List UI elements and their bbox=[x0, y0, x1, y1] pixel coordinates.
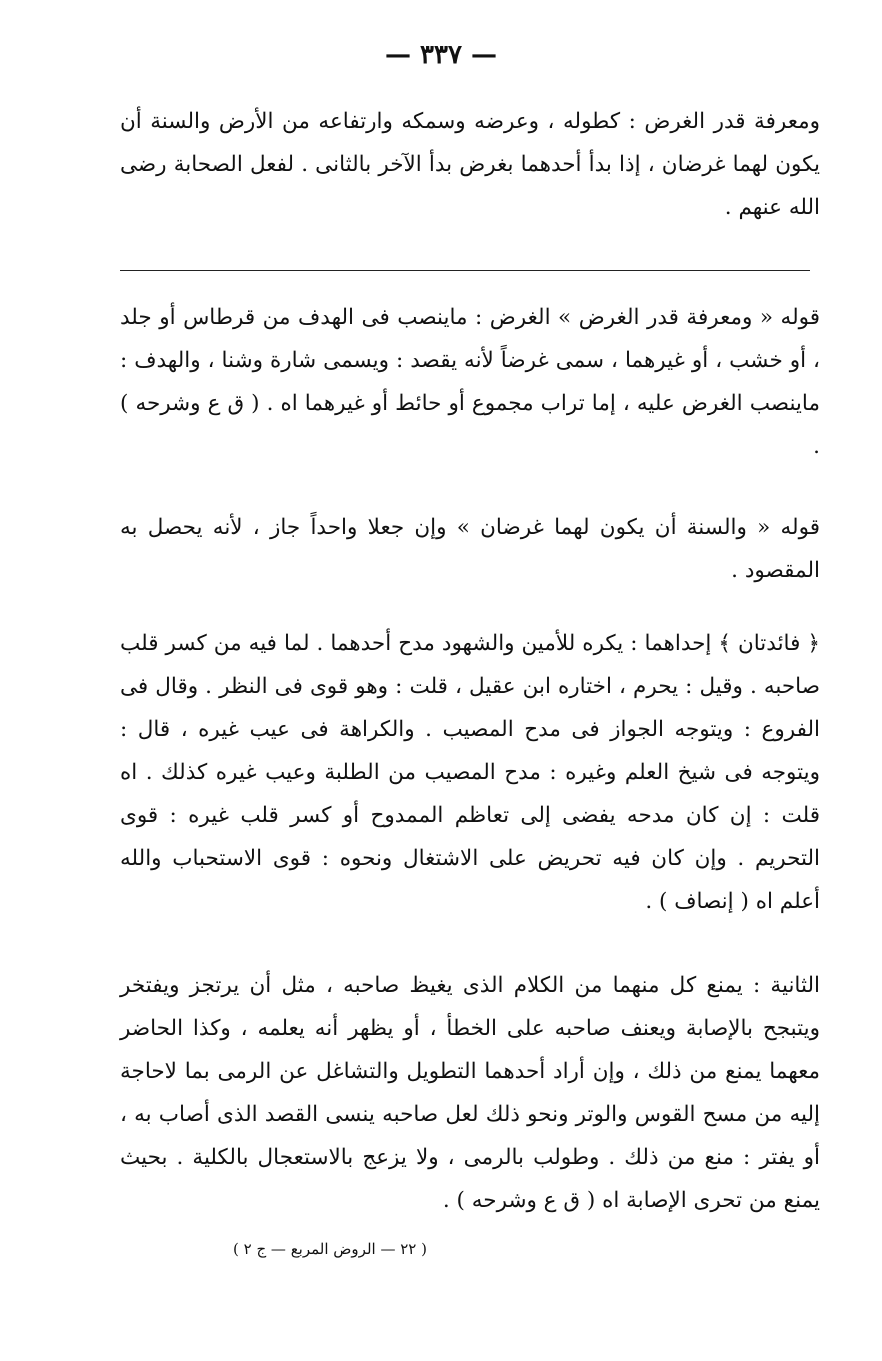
main-text-paragraph: ومعرفة قدر الغرض : كطوله ، وعرضه وسمكه وارتفاعه من الأرض والسنة أن يكون لهما غرضان ، إذا بدأ أحدهما بغرض بدأ الآخر بالثانى . لفعل الصحابة رضى الله عنهم . bbox=[120, 109, 820, 220]
footer-signature: ( ٢٢ — الروض المربع — ج ٢ ) bbox=[233, 1240, 427, 1258]
commentary-paragraph: قوله « والسنة أن يكون لهما غرضان » وإن جعلا واحداً جاز ، لأنه يحصل به المقصود . bbox=[120, 515, 820, 583]
commentary-paragraph: ﴿ فائدتان ﴾ إحداهما : يكره للأمين والشهود مدح أحدهما . لما فيه من كسر قلب صاحبه . وقيل : يحرم ، اختاره ابن عقيل ، قلت : وهو قوى فى النظر . وقال فى الفروع : ويتوجه الجواز فى مدح المصيب . والكراهة فى عيب غيره ، قال : ويتوجه فى شيخ العلم وغيره : مدح المصيب من الطلبة وعيب غيره كذلك . اه قلت : إن كان مدحه يفضى إلى تعاظم الممدوح أو كسر قلب غيره : قوى التحريم . وإن كان فيه تحريض على الاشتغال ونحوه : قوى الاستحباب والله أعلم اه ( إنصاف ) . bbox=[120, 631, 820, 914]
commentary-paragraph: قوله « ومعرفة قدر الغرض » الغرض : ماينصب فى الهدف من قرطاس أو جلد ، أو خشب ، أو غيرهما ، سمى غرضاً لأنه يقصد : ويسمى شارة وشنا ، والهدف : ماينصب الغرض عليه ، إما تراب مجموع أو حائط أو غيرهما اه . ( ق ع وشرحه ) . bbox=[120, 305, 821, 459]
separator-rule bbox=[120, 270, 810, 271]
page-number: — ٣٣٧ — bbox=[384, 40, 498, 70]
commentary-paragraph: الثانية : يمنع كل منهما من الكلام الذى يغيظ صاحبه ، مثل أن يرتجز ويفتخر ويتبجح بالإصابة ويعنف صاحبه على الخطأ ، أو يظهر أنه يعلمه ، وكذا الحاضر معهما يمنع من ذلك ، وإن أراد أحدهما التطويل والتشاغل عن الرمى بما لاحاجة إليه من مسح القوس والوتر ونحو ذلك لعل صاحبه ينسى القصد الذى أصاب به ، أو يفتر : منع من ذلك . وطولب بالرمى ، ولا يزعج بالاستعجال بالكلية . بحيث يمنع من تحرى الإصابة اه ( ق ع وشرحه ) . bbox=[120, 973, 820, 1213]
